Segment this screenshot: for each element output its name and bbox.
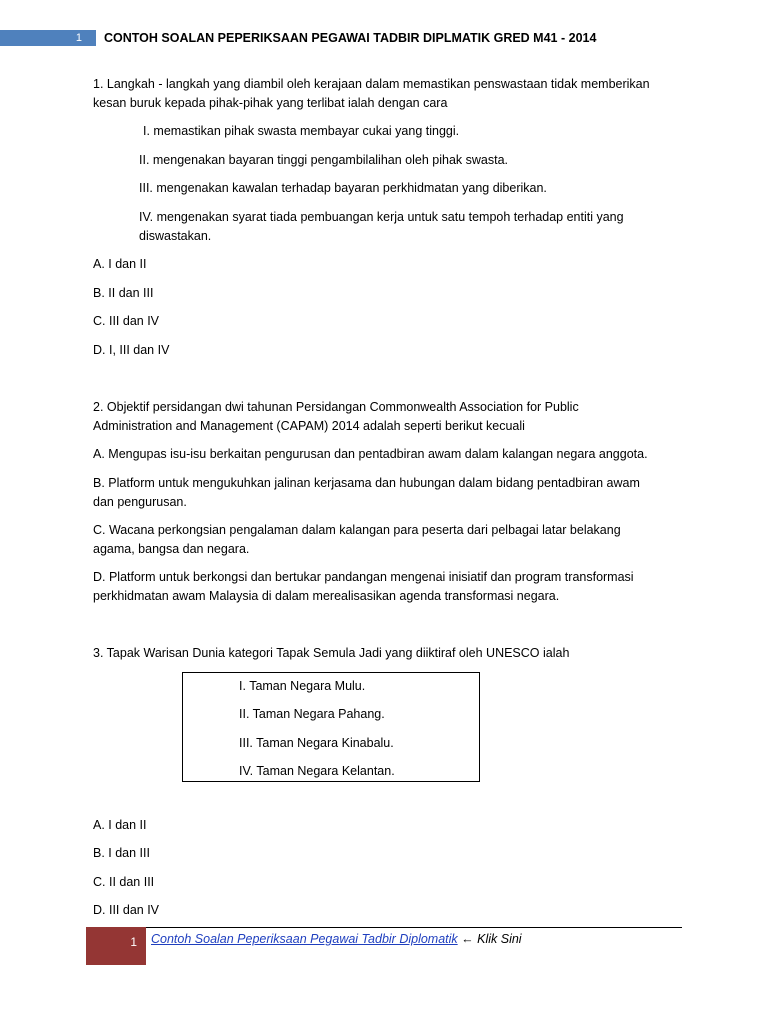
footer-page-badge [86,927,146,965]
q2-option-d: D. Platform untuk berkongsi dan bertukar pandangan mengenai inisiatif dan program transformasi [93,570,634,584]
q1-option-b: B. II dan III [93,286,154,300]
q1-stem-line1: 1. Langkah - langkah yang diambil oleh kerajaan dalam memastikan penswastaan tidak memberikan [93,77,650,91]
q1-statement: IV. mengenakan syarat tiada pembuangan kerja untuk satu tempoh terhadap entiti yang [139,210,624,224]
q1-option-d: D. I, III dan IV [93,343,170,357]
q2-option-a: A. Mengupas isu-isu berkaitan pengurusan dan pentadbiran awam dalam kalangan negara anggota. [93,447,648,461]
q3-option-a: A. I dan II [93,818,147,832]
q1-option-c: C. III dan IV [93,314,160,328]
q2-stem-line1: 2. Objektif persidangan dwi tahunan Persidangan Commonwealth Association for Public [93,400,579,414]
q3-stem: 3. Tapak Warisan Dunia kategori Tapak Semula Jadi yang diiktiraf oleh UNESCO ialah [93,646,570,660]
q3-box-item: I. Taman Negara Mulu. [239,679,366,693]
q3-box-item: II. Taman Negara Pahang. [239,707,385,721]
q2-stem-line2: Administration and Management (CAPAM) 2014 adalah seperti berikut kecuali [93,419,525,433]
q3-option-b: B. I dan III [93,846,150,860]
q3-box-item: IV. Taman Negara Kelantan. [239,764,395,778]
q1-option-a: A. I dan II [93,257,147,271]
footer-link-suffix: Klik Sini [473,932,522,946]
arrow-left-icon: ← [461,932,474,946]
q1-statement: II. mengenakan bayaran tinggi pengambilalihan oleh pihak swasta. [139,153,508,167]
footer-page-number: 1 [130,935,137,949]
footer-divider [146,927,682,928]
q3-option-c: C. II dan III [93,875,155,889]
q1-statement: I. memastikan pihak swasta membayar cukai yang tinggi. [143,124,460,138]
q2-option-c-cont: agama, bangsa dan negara. [93,542,250,556]
header-page-badge [0,30,96,46]
q3-box-item: III. Taman Negara Kinabalu. [239,736,394,750]
q1-statement: diswastakan. [139,229,212,243]
q1-stem-line2: kesan buruk kepada pihak-pihak yang terlibat ialah dengan cara [93,96,448,110]
document-title: CONTOH SOALAN PEPERIKSAAN PEGAWAI TADBIR DIPLMATIK GRED M41 - 2014 [104,31,597,45]
q2-option-c: C. Wacana perkongsian pengalaman dalam kalangan para peserta dari pelbagai latar belakang [93,523,621,537]
footer-text [151,932,522,946]
q2-option-d-cont: perkhidmatan awam Malaysia di dalam merealisasikan agenda transformasi negara. [93,589,560,603]
footer-link[interactable]: Contoh Soalan Peperiksaan Pegawai Tadbir Diplomatik [151,932,458,946]
q2-option-b-cont: dan pengurusan. [93,495,187,509]
header-page-number: 1 [75,32,82,44]
q3-option-d: D. III dan IV [93,903,160,917]
q1-statement: III. mengenakan kawalan terhadap bayaran perkhidmatan yang diberikan. [139,181,547,195]
q2-option-b: B. Platform untuk mengukuhkan jalinan kerjasama dan hubungan dalam bidang pentadbiran awam [93,476,640,490]
